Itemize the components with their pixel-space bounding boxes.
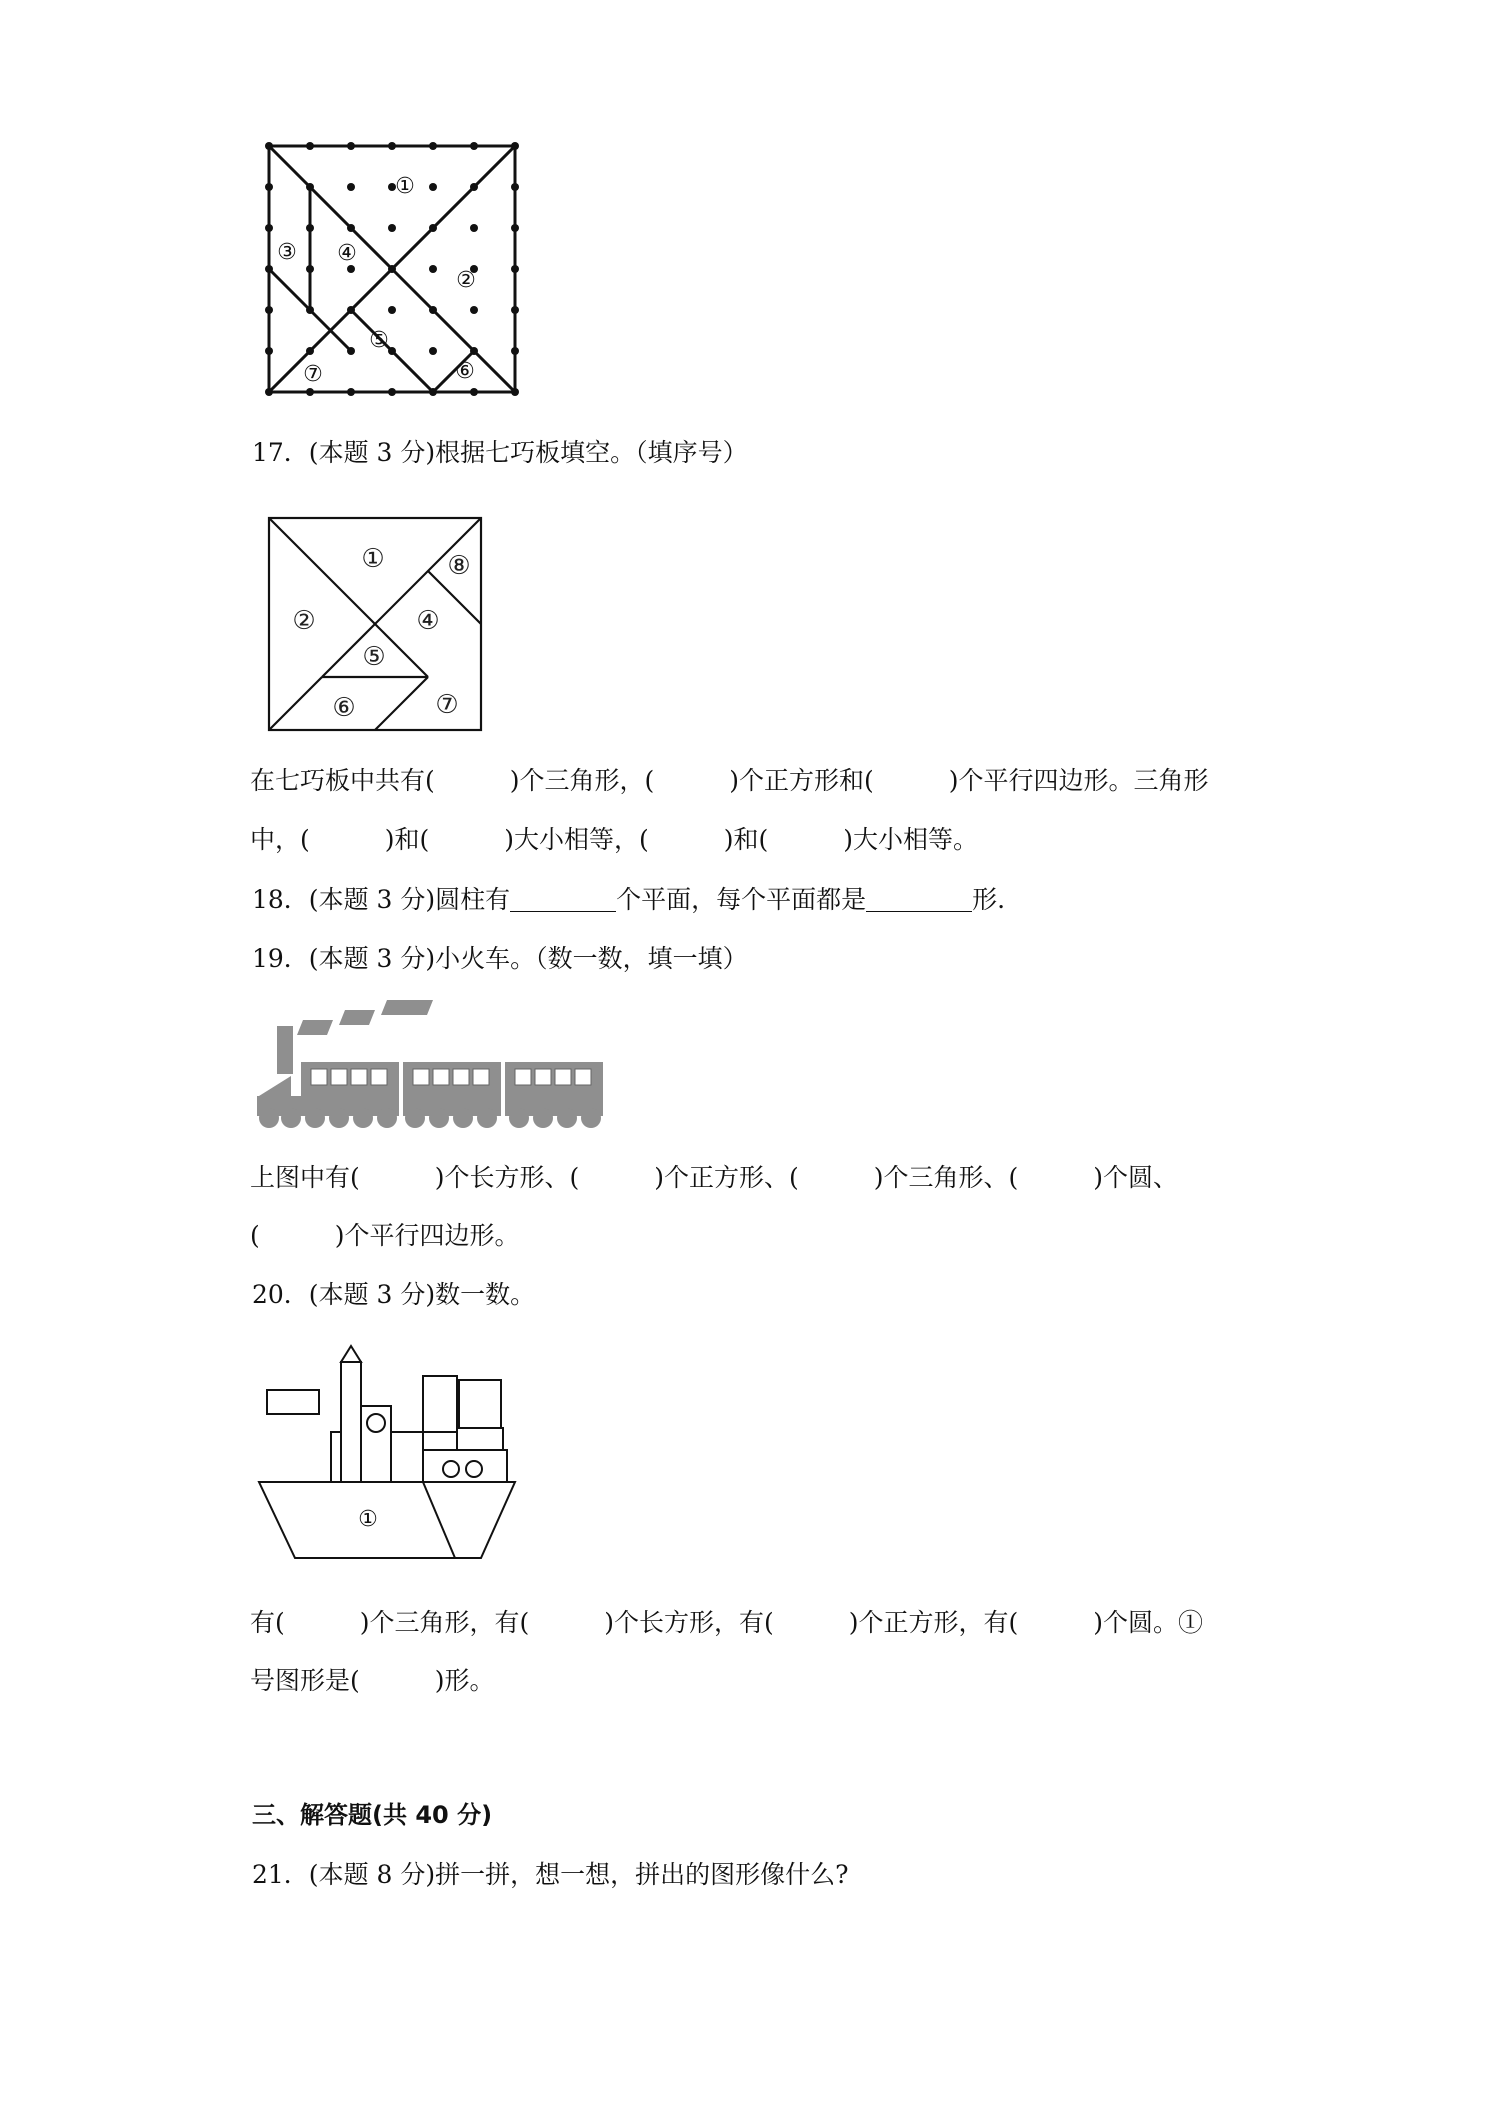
tangram-label-4: ④ <box>416 606 440 636</box>
q20-title: 20．(本题 3 分)数一数。 <box>252 1280 536 1309</box>
ship-label: ① <box>358 1507 378 1532</box>
tangram-label-7: ⑦ <box>435 690 459 720</box>
train-figure <box>255 990 625 1130</box>
piece-label-1: ① <box>395 174 415 199</box>
q20-fill-line-1: 有( )个三角形，有( )个长方形，有( )个正方形，有( )个圆。① <box>250 1608 1204 1637</box>
grid-dot <box>388 224 396 232</box>
tangram-figure <box>266 515 486 735</box>
dot-grid-tangram-figure <box>255 132 530 407</box>
tangram-label-5: ⑤ <box>362 642 386 672</box>
piece-label-7: ⑦ <box>303 362 323 387</box>
q18-blank-2[interactable] <box>866 887 972 912</box>
piece-label-2: ② <box>456 268 476 293</box>
q18-text-3: 形. <box>972 885 1006 914</box>
q19-fill-line-1: 上图中有( )个长方形、( )个正方形、( )个三角形、( )个圆、 <box>250 1163 1179 1192</box>
q20-fill-line-2: 号图形是( )形。 <box>250 1666 495 1695</box>
grid-dot <box>470 224 478 232</box>
grid-dot <box>429 183 437 191</box>
tangram-label-2: ② <box>292 606 316 636</box>
q18-text-2: 个平面，每个平面都是 <box>616 885 867 914</box>
piece-label-4: ④ <box>337 241 357 266</box>
q18-text-1: 18．(本题 3 分)圆柱有 <box>252 885 511 914</box>
q17-title: 17．(本题 3 分)根据七巧板填空。（填序号） <box>252 438 748 467</box>
tangram-label-1: ① <box>361 544 385 574</box>
grid-dot <box>347 183 355 191</box>
ship-figure <box>255 1330 535 1570</box>
grid-dot <box>470 306 478 314</box>
q18-blank-1[interactable] <box>510 887 616 912</box>
q21-title: 21．(本题 8 分)拼一拼，想一想，拼出的图形像什么? <box>252 1860 849 1889</box>
piece-label-3: ③ <box>277 240 297 265</box>
grid-dot <box>429 347 437 355</box>
piece-label-6: ⑥ <box>455 359 475 384</box>
grid-dot <box>388 306 396 314</box>
q19-title: 19．(本题 3 分)小火车。（数一数，填一填） <box>252 944 748 973</box>
piece-label-5: ⑤ <box>369 328 389 353</box>
q19-fill-line-2: ( )个平行四边形。 <box>250 1221 520 1250</box>
tangram-label-6: ⑥ <box>332 693 356 723</box>
tangram-label-8: ⑧ <box>447 551 471 581</box>
q17-fill-line-1: 在七巧板中共有( )个三角形，( )个正方形和( )个平行四边形。三角形 <box>250 766 1209 795</box>
section-3-heading: 三、解答题(共 40 分) <box>252 1801 493 1829</box>
grid-dot <box>429 265 437 273</box>
q18-line <box>252 883 1005 917</box>
grid-dot <box>347 265 355 273</box>
q17-fill-line-2: 中，( )和( )大小相等，( )和( )大小相等。 <box>250 825 979 854</box>
